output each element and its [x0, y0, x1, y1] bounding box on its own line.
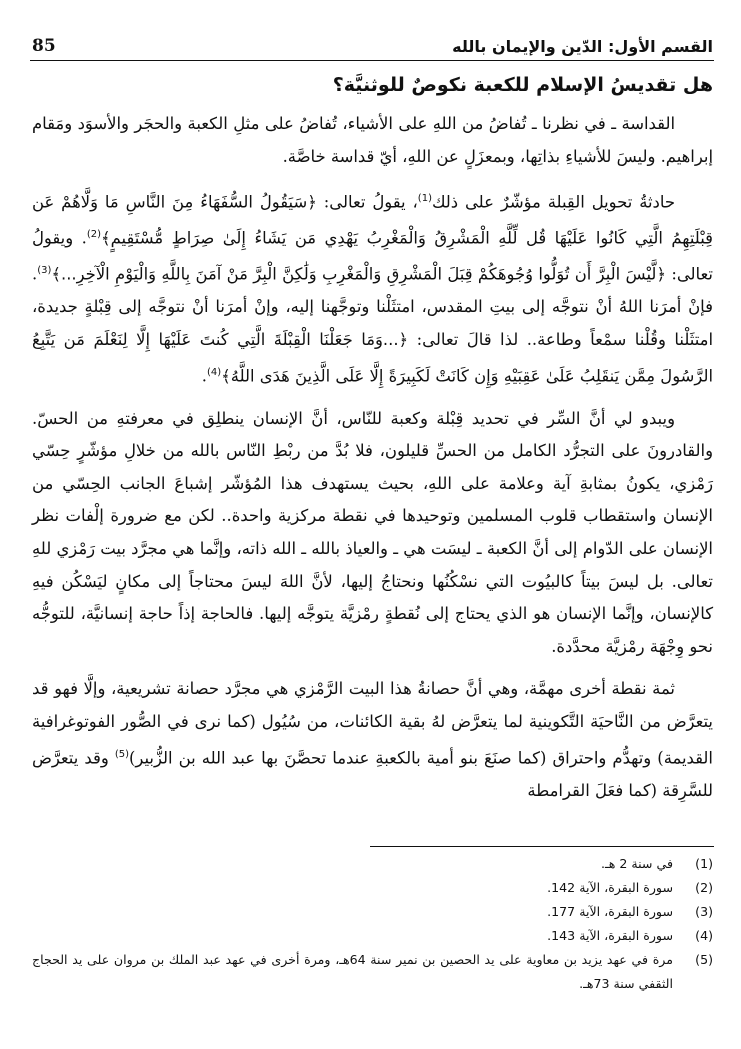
paragraph-2-text-d: . فإنْ أمرَنا اللهُ أنْ نتوجَّه إلى بيتِ المقدس، امتثَلْنا وتوجَّهنا إليه، وإنْ أمرَنا أنْ نتوجَّه إلى قِبْلةٍ جديدة، امتثَلْنا وقُلْنا سمْعاً وطاعة.. لذا قالَ تعالى:: [32, 264, 714, 349]
footnote-text: مرة في عهد يزيد بن معاوية على يد الحصين بن نمير سنة 64هـ، ومرة أخرى في عهد عبد الملك بن مروان على يد الحجاج الثقفي سنة 73هـ.: [32, 952, 673, 991]
footnote-number: (1): [695, 856, 713, 871]
page-number: 85: [32, 36, 56, 56]
quran-verse-2: ﴿لَّيْسَ الْبِرَّ أَن تُوَلُّوا وُجُوهَكُمْ قِبَلَ الْمَشْرِقِ وَالْمَغْرِبِ وَلَٰكِنَّ الْبِرَّ مَنْ آمَنَ بِاللَّهِ وَالْيَوْمِ الْآخِرِ...﴾: [51, 264, 666, 284]
quran-verse-3: ﴿...وَمَا جَعَلْنَا الْقِبْلَةَ الَّتِي كُنتَ عَلَيْهَا إِلَّا لِنَعْلَمَ مَن يَتَّبِعُ الرَّسُولَ مِمَّن يَنقَلِبُ عَلَىٰ عَقِبَيْهِ وَإِن كَانَتْ لَكَبِيرَةً إِلَّا عَلَى الَّذِينَ هَدَى اللَّهُ﴾: [32, 329, 713, 386]
footnote: [32, 876, 713, 900]
footnote: [32, 852, 713, 876]
paragraph-2-text-c: . ويقولُ تعالى:: [32, 228, 713, 284]
paragraph-4: [32, 673, 713, 807]
quran-verse-1: ﴿سَيَقُولُ السُّفَهَاءُ مِنَ النَّاسِ مَا وَلَّاهُمْ عَن قِبْلَتِهِمُ الَّتِي كَانُوا عَلَيْهَا قُل لِّلَّهِ الْمَشْرِقُ وَالْمَغْرِبُ يَهْدِي مَن يَشَاءُ إِلَىٰ صِرَاطٍ مُّسْتَقِيمٍ﴾: [32, 192, 713, 248]
footnote-text: سورة البقرة، الآية 143.: [547, 928, 673, 943]
paragraph-4-text-b: وقد يتعرَّض للسَّرِقة (كما فعَلَ القرامطة: [32, 748, 713, 800]
footnote-number: (2): [695, 880, 713, 895]
paragraph-2-text-b: ، يقولُ تعالى:: [316, 192, 418, 212]
section-title: هل تقديسُ الإسلام للكعبة نكوصٌ للوثنيَّة؟: [332, 74, 713, 96]
paragraph-2-text-e: .: [201, 366, 207, 386]
running-title: القسم الأول: الدّين والإيمان بالله: [452, 37, 713, 56]
footnote-ref-5: (5): [114, 748, 130, 760]
footnote-ref-1: (1): [417, 193, 432, 205]
main-text: [32, 68, 713, 817]
footnote: [32, 900, 713, 924]
footnote-text: سورة البقرة، الآية 142.: [547, 880, 673, 895]
footnote: [32, 948, 713, 996]
footnote-number: (4): [695, 928, 713, 943]
footnote-ref-4: (4): [206, 366, 222, 378]
footnote: [32, 924, 713, 948]
paragraph-4-text-a: ثمة نقطة أخرى مهمَّة، وهي أنَّ حصانةُ هذا البيت الرَّمْزي هي مجرَّد حصانة تشريعية، وإلَّا فهو قد يتعرَّض من النَّاحيَة التَّكوينية لما يتعرَّض لهُ بقية الكائنات، من سُيُول (كما نرى في الصُّور الفوتوغرافية القديمة) وتهدُّم واحتراق (كما صنَعَ بنو أمية بالكعبةِ عندما تحصَّنَ بها عبد الله بن الزُّبير): [32, 679, 713, 768]
footnote-ref-2: (2): [86, 229, 102, 241]
footnote-number: (5): [695, 952, 713, 967]
paragraph-2-text-a: حادثةُ تحويل القِبلة مؤشّرٌ على ذلك: [431, 192, 675, 212]
page-header: [32, 26, 713, 56]
footnotes-divider: [370, 846, 714, 847]
footnote-text: سورة البقرة، الآية 177.: [547, 904, 673, 919]
footnote-number: (3): [695, 904, 713, 919]
paragraph-2: [32, 183, 713, 392]
paragraph-1: القداسة ـ في نظرنا ـ تُفاضُ من اللهِ على الأشياء، تُفاضُ على مثلِ الكعبة والحجَر والأسوَد ومَقام إبراهيم. وليسَ للأشياءِ بذاتِها، وبمعزَلٍ عن اللهِ، أيّ قداسة خاصَّة.: [32, 114, 713, 166]
paragraph-3: ويبدو لي أنَّ السِّر في تحديد قِبْلة وكعبة للنّاس، أنَّ الإنسان ينطلِق في معرفتهِ من الحسّ. والقادرونَ على التجرُّد الكامل من الحسِّ قليلون، فلا بُدَّ من ربْطِ النّاس بالله من خلالِ مؤشّرٍ حِسّي رَمْزي، يكونُ بمثابةِ آية وعلامة على اللهِ، بحيث يستهدف هذا المُؤشّر إشباعَ الجانب الحِسّي من الإنسان واستقطاب قلوب المسلمين وتوحيدها في نقطة مركزية واحدة.. لكن مع ضرورة إلْفات نظر الإنسان على الدّوام إلى أنَّ الكعبة ـ ليسَت هي ـ والعياذ بالله ـ الله ذاته، وإنَّما هي مجرَّد بيت رَمْزي للهِ تعالى. بل ليسَ بيتاً كالبيُوت التي نسْكُنُها ونحتاجُ إليها، لأنَّ اللهَ ليسَ محتاجاً إلى مكانٍ ليَسْكُن فيهِ كالإنسان، وإنَّما الإنسان هو الذي يحتاج إلى نُقطةٍ رمْزيَّة يتوجَّه إليها. فالحاجة إذاً حاجة إنسانيَّة، للتوجُّه نحو وِجْهَة رمْزيَّة محدَّدة.: [32, 408, 713, 656]
footnotes: [32, 852, 713, 996]
header-divider: [30, 60, 714, 61]
footnote-ref-3: (3): [37, 265, 52, 277]
footnote-text: في سنة 2 هـ.: [601, 856, 673, 871]
